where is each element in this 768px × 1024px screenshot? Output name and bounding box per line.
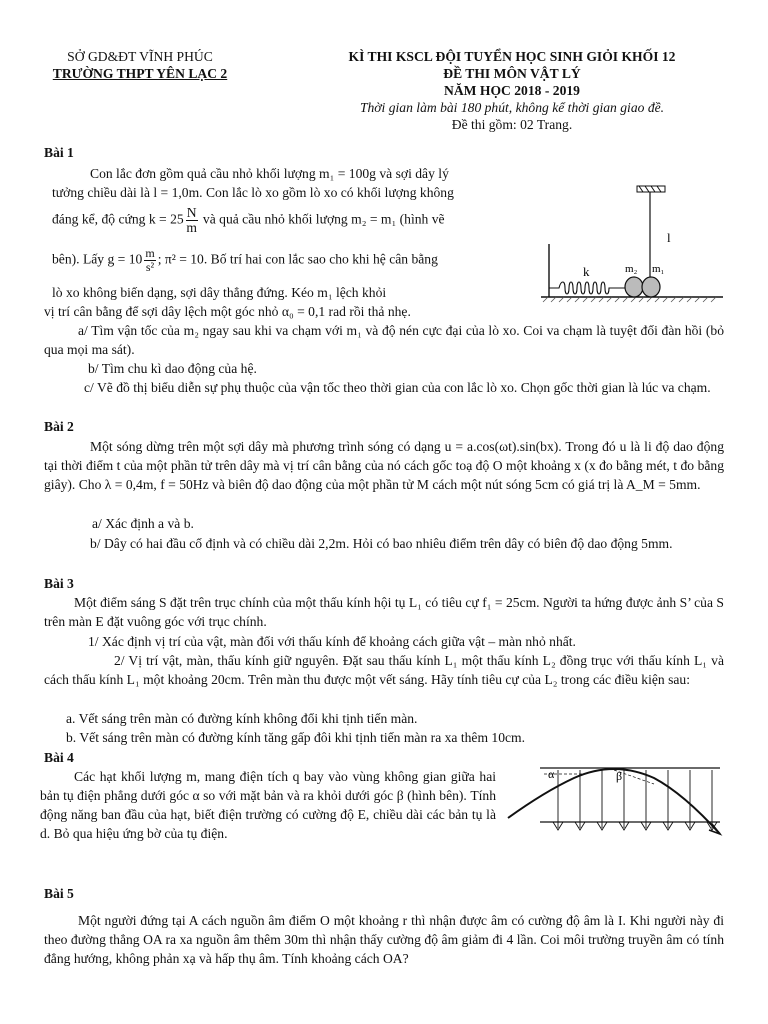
header-left bbox=[30, 48, 250, 82]
page-count: Đề thi gồm: 02 Trang. bbox=[451, 117, 573, 132]
bai2-question-a: a/ Xác định a và b. bbox=[92, 516, 194, 531]
fig-label-k: k bbox=[583, 264, 590, 279]
bai5-title: Bài 5 bbox=[44, 886, 74, 901]
bai1-line2: tưởng chiều dài là l = 1,0m. Con lắc lò xo gồm lò xo có khối lượng không bbox=[52, 185, 454, 200]
bai4-title: Bài 4 bbox=[44, 750, 74, 765]
bai1-figure bbox=[535, 184, 725, 310]
bai1-question-b: b/ Tìm chu kì dao động của hệ. bbox=[88, 361, 257, 376]
bai1-line5: lò xo không biến dạng, sợi dây thẳng đứng. Kéo m₁ lệch khỏi bbox=[52, 285, 387, 300]
school-year: NĂM HỌC 2018 - 2019 bbox=[444, 83, 580, 98]
fig-label-alpha: α bbox=[548, 767, 555, 781]
bai2-body: Một sóng dừng trên một sợi dây mà phương trình sóng có dạng u = a.cos(ωt).sin(bx). Trong đó u là li độ dao động tại thời điểm t của một phần tử trên dây mà vị trí cân bằng của nó cách gốc toạ độ O một khoảng x (x đo bằng mét, t đo bằng giây). Cho λ = 0,4m, f = 50Hz và biên độ dao động của một phần tử M cách một nút sóng 5cm có giá trị là A_M = 5mm. bbox=[44, 439, 724, 492]
bai3-question-2: 2/ Vị trí vật, màn, thấu kính giữ nguyên. Đặt sau thấu kính L₁ một thấu kính L₂ đồng trục với thấu kính L₁ và cách thấu kính L₁ một khoảng 20cm. Trên màn thu được một vết sáng. Hãy tính tiêu cự của L₂ trong các điều kiện sau: bbox=[44, 653, 724, 687]
bai1-line3 bbox=[52, 206, 445, 235]
bai3-title: Bài 3 bbox=[44, 576, 74, 591]
bai1-line1: Con lắc đơn gồm quả cầu nhỏ khối lượng m₁ = 100g và sợi dây lý bbox=[90, 166, 449, 181]
fraction-denominator: m bbox=[186, 220, 197, 235]
bai1-line3-a: đáng kể, độ cứng k = 25 bbox=[52, 211, 184, 227]
bai3-question-1: 1/ Xác định vị trí của vật, màn đối với thấu kính để khoảng cách giữa vật – màn nhỏ nhất. bbox=[88, 634, 576, 649]
department-name: SỞ GD&ĐT VĨNH PHÚC bbox=[67, 49, 213, 64]
bai2-title: Bài 2 bbox=[44, 419, 74, 434]
bai1-line4-b: ; π² = 10. Bố trí hai con lắc sao cho khi hệ cân bằng bbox=[157, 251, 438, 267]
bai1-question-a: a/ Tìm vận tốc của m₂ ngay sau khi va chạm với m₁ và độ nén cực đại của lò xo. Coi va chạm là tuyệt đối đàn hồi (bỏ qua mọi ma sát). bbox=[44, 323, 724, 357]
school-name: TRƯỜNG THPT YÊN LẠC 2 bbox=[52, 66, 228, 81]
bai1-line4 bbox=[52, 247, 438, 274]
bai1-title: Bài 1 bbox=[44, 145, 74, 160]
fig-label-l: l bbox=[667, 230, 671, 245]
bai3-question-2b: b. Vết sáng trên màn có đường kính tăng gấp đôi khi tịnh tiến màn ra xa thêm 10cm. bbox=[66, 730, 526, 745]
exam-title: KÌ THI KSCL ĐỘI TUYỂN HỌC SINH GIỎI KHỐI 12 bbox=[348, 49, 676, 64]
fraction-numerator: m bbox=[145, 246, 155, 260]
bai4-body: Các hạt khối lượng m, mang điện tích q bay vào vùng không gian giữa hai bản tụ điện phẳng dưới góc α so với mặt bản và ra khỏi dưới góc β (hình bên). Tính động năng ban đầu của hạt, biết điện trường có cường độ E, chiều dài các bản tụ là d. Bỏ qua hiệu ứng bờ của tụ điện. bbox=[40, 769, 496, 841]
unit-fraction bbox=[144, 247, 155, 274]
fraction-denominator: s² bbox=[145, 260, 155, 274]
fig-label-beta: β bbox=[616, 769, 623, 783]
bai3-body: Một điểm sáng S đặt trên trục chính của một thấu kính hội tụ L₁ có tiêu cự f₁ = 25cm. Người ta hứng được ảnh S’ của S trên màn E đặt vuông góc với trục chính. bbox=[44, 595, 724, 629]
bai4-figure bbox=[504, 764, 724, 844]
unit-fraction bbox=[186, 206, 198, 235]
fig-label-m1: m₁ bbox=[652, 263, 665, 275]
exam-subject: ĐỀ THI MÔN VẬT LÝ bbox=[443, 66, 581, 81]
fig-label-m2: m₂ bbox=[625, 263, 638, 275]
bai5-body: Một người đứng tại A cách nguồn âm điểm O một khoảng r thì nhận được âm có cường độ âm là I. Khi người này đi theo đường thẳng OA ra xa nguồn âm thêm 30m thì nhận thấy cường độ âm giảm đi 4 lần. Coi môi trường truyền âm có tính đẳng hướng, không phản xạ và hấp thụ âm. Tính khoảng cách OA? bbox=[44, 913, 724, 966]
fraction-numerator: N bbox=[186, 205, 197, 220]
bai1-question-c: c/ Vẽ đồ thị biểu diễn sự phụ thuộc của vận tốc theo thời gian của con lắc lò xo. Chọn gốc thời gian là lúc va chạm. bbox=[84, 380, 711, 395]
bai1-line4-a: bên). Lấy g = 10 bbox=[52, 251, 143, 267]
bai3-question-2a: a. Vết sáng trên màn có đường kính không đổi khi tịnh tiến màn. bbox=[66, 711, 418, 726]
exam-duration: Thời gian làm bài 180 phút, không kể thời gian giao đề. bbox=[359, 100, 665, 115]
bai2-question-b: b/ Dây có hai đầu cố định và có chiều dài 2,2m. Hỏi có bao nhiêu điểm trên dây có biên độ dao động 5mm. bbox=[90, 536, 673, 551]
bai1-line3-b: và quả cầu nhỏ khối lượng m₂ = m₁ (hình vẽ bbox=[199, 211, 445, 227]
header-right bbox=[262, 48, 762, 133]
bai1-line6: vị trí cân bằng để sợi dây lệch một góc nhỏ α₀ = 0,1 rad rồi thả nhẹ. bbox=[44, 304, 411, 319]
